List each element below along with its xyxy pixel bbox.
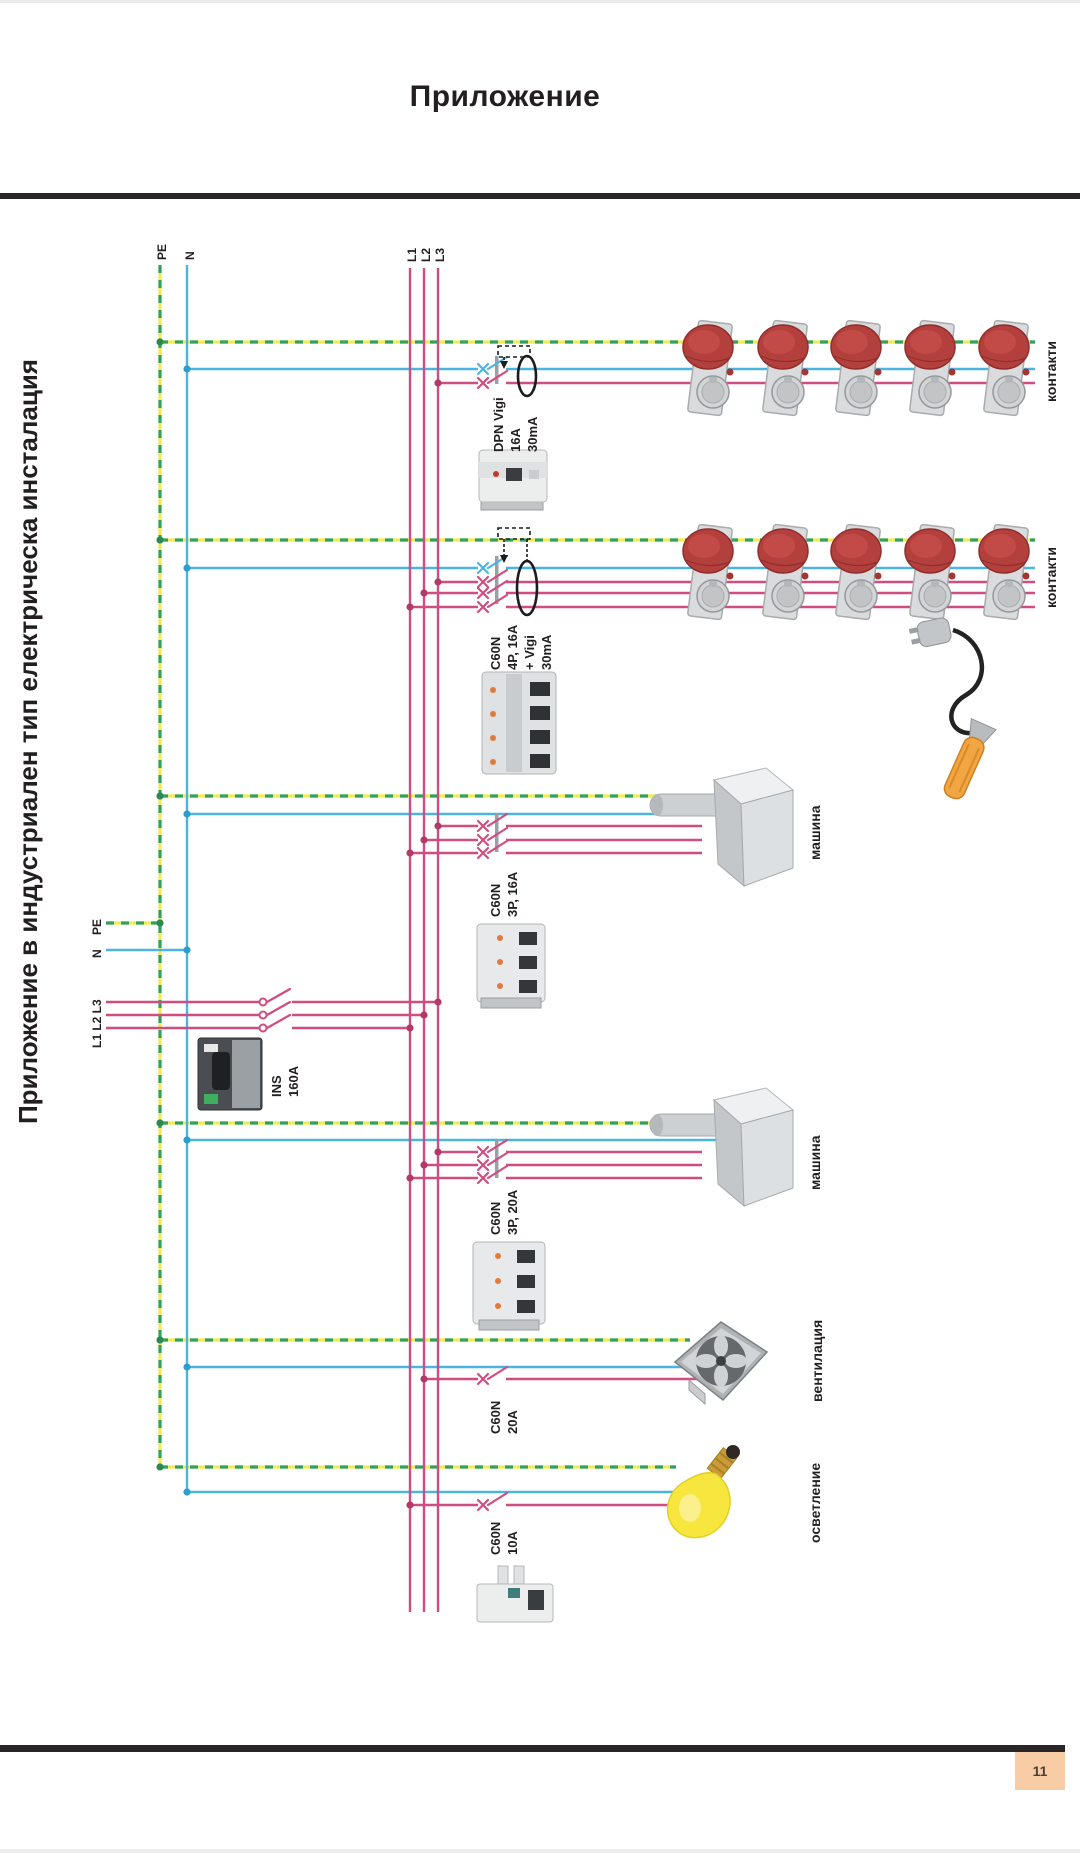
- neutral-lines: [106, 265, 1035, 1492]
- junction-dots: [156, 338, 441, 1508]
- bus-label-pe: PE: [155, 243, 169, 260]
- ins-160a-photo: [198, 1038, 262, 1110]
- page-number-box: [1015, 1752, 1065, 1790]
- side-title: Приложение в индустриален тип електрическа инсталация: [13, 359, 43, 1124]
- breaker-label: C60N: [488, 883, 503, 917]
- incomer-label-pe: PE: [90, 918, 104, 935]
- incomer-label-phases: L1 L2 L3: [90, 999, 104, 1048]
- breaker-label: 16A: [508, 428, 523, 452]
- breaker-label: 20A: [505, 1410, 520, 1434]
- phase-lines: [106, 268, 1035, 1612]
- c60n-3p-photo-1: [477, 924, 545, 1008]
- c60n-3p-photo-2: [473, 1242, 545, 1330]
- page-number: 11: [1032, 1763, 1048, 1779]
- breaker-label: C60N: [488, 1521, 503, 1555]
- load-label-ventilation: вентилация: [809, 1319, 825, 1402]
- breaker-label: 10A: [505, 1531, 520, 1555]
- ins-label: 160A: [286, 1065, 301, 1097]
- diagram-labels: [90, 244, 1059, 1555]
- ins-label: INS: [269, 1075, 284, 1097]
- breaker-label: C60N: [488, 636, 503, 670]
- machine-image-2: [650, 1088, 793, 1206]
- load-label-sockets-1: контакти: [1043, 341, 1059, 402]
- breaker-label: DPN Vigi: [491, 397, 506, 452]
- load-label-machine-1: машина: [807, 805, 823, 860]
- fan-image: [675, 1322, 767, 1404]
- load-label-lighting: осветление: [807, 1462, 823, 1543]
- breaker-label: 4P, 16A: [505, 624, 520, 670]
- c60n-1p-photo: [477, 1566, 553, 1622]
- ins-switch-symbol: [260, 989, 291, 1032]
- breaker-label: 3P, 20A: [505, 1189, 520, 1235]
- pe-lines: [106, 265, 1035, 1467]
- breaker-label: 30mA: [539, 634, 554, 670]
- light-bulb-image: [668, 1445, 740, 1538]
- bus-label-l2: L2: [419, 247, 433, 262]
- breaker-label: C60N: [488, 1400, 503, 1434]
- incomer-label-n: N: [90, 949, 104, 958]
- breaker-label: C60N: [488, 1201, 503, 1235]
- page-title: Приложение: [409, 80, 601, 113]
- breaker-label: 30mA: [525, 416, 540, 452]
- toroid-icon: [518, 356, 536, 396]
- bottom-rule: [0, 1745, 1065, 1752]
- bus-label-l1: L1: [405, 247, 419, 262]
- load-label-machine-2: машина: [807, 1135, 823, 1190]
- dpn-vigi-photo: [479, 450, 547, 510]
- c60n-4p-vigi-photo: [482, 672, 556, 774]
- bus-label-n: N: [183, 251, 197, 260]
- load-label-sockets-2: контакти: [1043, 547, 1059, 608]
- breaker-label: + Vigi: [522, 635, 537, 670]
- breaker-label: 3P, 16A: [505, 871, 520, 917]
- bus-label-l3: L3: [433, 247, 447, 262]
- plug-and-tool: [908, 617, 996, 803]
